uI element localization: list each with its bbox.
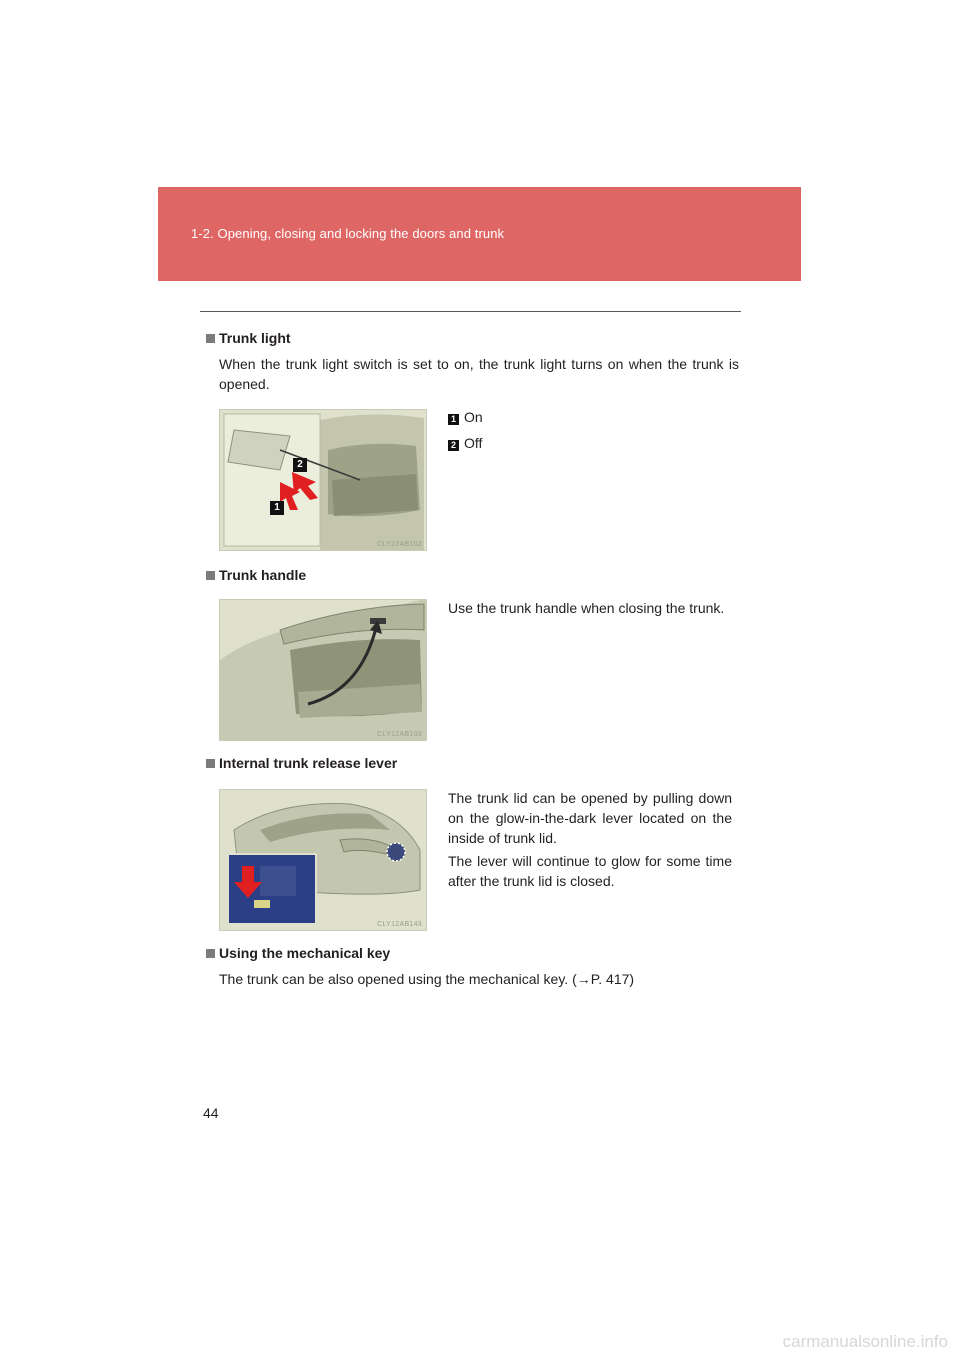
legend-on-label: On [464,409,483,425]
mechanical-key-body: The trunk can be also opened using the mechanical key. (→P. 417) [219,971,635,987]
trunk-light-body: When the trunk light switch is set to on, the trunk light turns on when the trunk is opened. [219,356,739,392]
legend-off-number: 2 [448,440,459,451]
legend-off [448,435,482,451]
trunk-light-heading-text: Trunk light [219,330,291,346]
internal-release-body-1: The trunk lid can be opened by pulling down on the glow-in-the-dark lever located on the inside of trunk lid. [448,790,732,846]
bullet-square-icon [206,949,215,958]
internal-release-illustration [220,790,426,930]
bullet-square-icon [206,334,215,343]
trunk-light-heading [206,330,291,346]
figure-code: CLY12AB143 [377,921,422,928]
bullet-square-icon [206,759,215,768]
chapter-breadcrumb: 1-2. Opening, closing and locking the doors and trunk [191,226,505,241]
legend-on-number: 1 [448,414,459,425]
legend-off-label: Off [464,435,483,451]
mechanical-key-heading [206,945,390,961]
callout-1: 1 [270,501,284,515]
trunk-handle-illustration [220,600,426,740]
bullet-square-icon [206,571,215,580]
mechanical-key-heading-text: Using the mechanical key [219,945,391,961]
section-divider [200,311,741,312]
figure-code: CLY12AB102 [377,541,422,548]
internal-release-heading [206,755,397,771]
page-number: 44 [203,1105,219,1121]
internal-release-heading-text: Internal trunk release lever [219,755,398,771]
chapter-header-band [158,187,801,281]
trunk-handle-heading [206,567,306,583]
watermark: carmanualsonline.info [782,1332,948,1351]
internal-release-figure [219,789,427,931]
trunk-handle-heading-text: Trunk handle [219,567,307,583]
trunk-handle-body: Use the trunk handle when closing the trunk. [448,600,725,616]
callout-2: 2 [293,458,307,472]
internal-release-body-2: The lever will continue to glow for some time after the trunk lid is closed. [448,853,732,889]
trunk-handle-figure [219,599,427,741]
trunk-light-illustration [220,410,426,550]
trunk-light-figure [219,409,427,551]
legend-on [448,409,483,425]
figure-code: CLY12AB103 [377,731,422,738]
